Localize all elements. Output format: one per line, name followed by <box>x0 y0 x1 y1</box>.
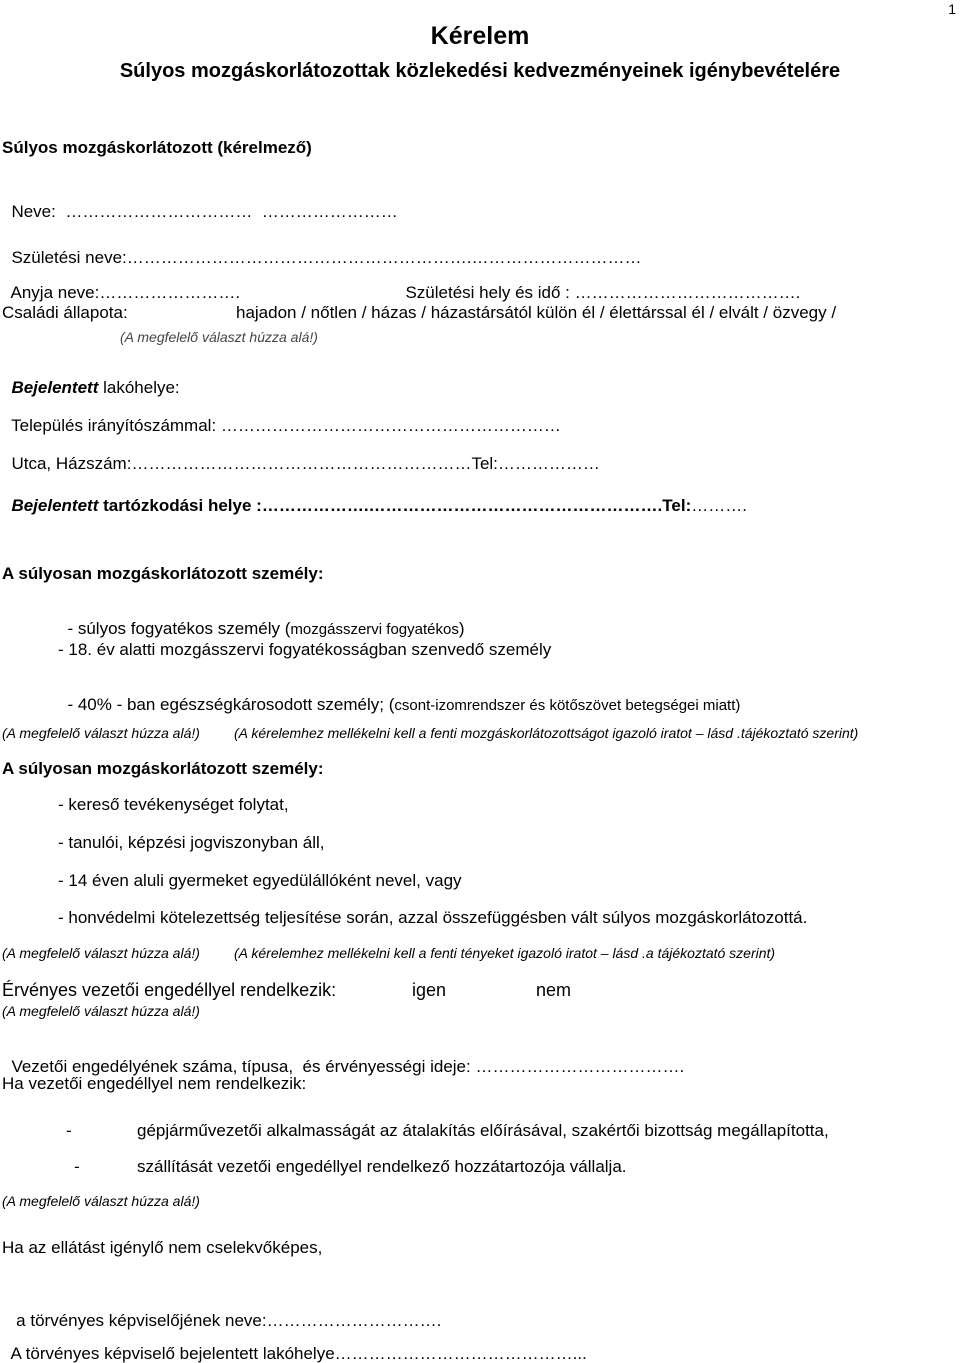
stay-row <box>2 480 747 514</box>
license-no-option[interactable]: nem <box>536 980 572 1000</box>
marital-options[interactable]: hajadon / nőtlen / házas / házastársától külön él / élettárssal él / elvált / özvegy / <box>236 303 837 322</box>
stay-heading-rest: tartózkodási helye <box>98 496 252 515</box>
section1-item-1-main: - súlyos fogyatékos személy ( <box>67 619 291 638</box>
section2-note-right: (A kérelemhez mellékelni kell a fenti tényeket igazoló iratot – lásd .a tájékoztató szerint) <box>234 945 776 961</box>
section1-item-2[interactable]: - 18. év alatti mozgásszervi fogyatékosságban szenvedő személy <box>58 640 552 659</box>
representative-address-row <box>2 1328 587 1362</box>
page-title: Kérelem <box>430 22 530 50</box>
city-dots[interactable]: …………………………………………………… <box>216 416 561 435</box>
residence-heading <box>2 362 180 396</box>
stay-tel-label: Tel: <box>662 496 692 515</box>
marital-note: (A megfelelő választ húzza alá!) <box>120 329 318 345</box>
representative-name-dots[interactable]: …………………………. <box>266 1311 442 1330</box>
residence-tel-label: Tel: <box>471 454 498 473</box>
option-2-text[interactable]: szállítását vezetői engedéllyel rendelkező hozzátartozója vállalja. <box>137 1157 627 1176</box>
section1-item-3-main: - 40% - ban egészségkárosodott személy; ( <box>67 695 395 714</box>
birth-name-row <box>2 232 641 266</box>
mother-name-row <box>2 267 240 301</box>
option-2-dash: - <box>74 1157 80 1176</box>
section1-item-3[interactable] <box>58 679 740 713</box>
city-label: Település irányítószámmal: <box>11 416 217 435</box>
street-row <box>2 438 600 472</box>
options-note: (A megfelelő választ húzza alá!) <box>2 1193 200 1209</box>
section1-item-3-small: csont-izomrendszer és kötőszövet betegségei miatt) <box>394 697 741 714</box>
city-row <box>2 400 561 434</box>
mother-name-dots[interactable]: ……………………. <box>99 283 241 302</box>
residence-tel-dots[interactable]: ……………… <box>497 454 600 473</box>
license-question: Érvényes vezetői engedéllyel rendelkezik: <box>2 980 337 1000</box>
representative-name-row <box>2 1295 441 1329</box>
section2-item-3[interactable]: - 14 éven aluli gyermeket egyedülállóként nevel, vagy <box>58 871 462 890</box>
license-number-dots[interactable]: ………………………………. <box>470 1057 685 1076</box>
birthplace-row <box>396 267 800 301</box>
residence-heading-bold: Bejelentett <box>11 378 99 397</box>
birth-name-label: Születési neve: <box>11 248 127 267</box>
option-1-dash: - <box>66 1121 72 1140</box>
street-dots[interactable]: …………………………………………………… <box>131 454 472 473</box>
page-subtitle: Súlyos mozgáskorlátozottak közlekedési kedvezményeinek igénybevételére <box>119 60 841 82</box>
license-yes-option[interactable]: igen <box>412 980 447 1000</box>
section1-note-right: (A kérelemhez mellékelni kell a fenti mozgáskorlátozottságot igazoló iratot – lásd .tájékoztató szerint) <box>234 725 859 741</box>
street-label: Utca, Házszám: <box>11 454 132 473</box>
license-number-row <box>2 1041 684 1075</box>
option-1-text[interactable]: gépjárművezetői alkalmasságát az átalakítás előírásával, szakértői bizottság megállapította, <box>137 1121 829 1140</box>
section2-item-2[interactable]: - tanulói, képzési jogviszonyban áll, <box>58 833 325 852</box>
name-label: Neve: <box>11 202 56 221</box>
stay-dots[interactable]: :……………….……………………………………………. <box>251 496 663 515</box>
representative-name-label: a törvényes képviselőjének neve: <box>11 1311 267 1330</box>
applicant-heading: Súlyos mozgáskorlátozott (kérelmező) <box>2 138 312 157</box>
section1-heading: A súlyosan mozgáskorlátozott személy: <box>2 564 324 583</box>
stay-heading-bold: Bejelentett <box>11 496 99 515</box>
no-license-label: Ha vezetői engedéllyel nem rendelkezik: <box>2 1074 307 1093</box>
representative-intro: Ha az ellátást igénylő nem cselekvőképes, <box>2 1238 323 1257</box>
birthplace-dots[interactable]: …………………………………. <box>569 283 801 302</box>
section2-heading: A súlyosan mozgáskorlátozott személy: <box>2 759 324 778</box>
section1-note-left: (A megfelelő választ húzza alá!) <box>2 725 200 741</box>
marital-label: Családi állapota: <box>2 303 128 322</box>
page-number: 1 <box>948 1 956 17</box>
name-dots[interactable]: …………………………… …………………… <box>55 202 398 221</box>
mother-name-label: Anyja neve: <box>10 283 100 302</box>
representative-address-label: A törvényes képviselő bejelentett lakóhelye <box>10 1344 335 1363</box>
residence-heading-rest: lakóhelye: <box>98 378 180 397</box>
section2-note-left: (A megfelelő választ húzza alá!) <box>2 945 200 961</box>
section1-item-1[interactable] <box>58 603 465 637</box>
license-number-label: Vezetői engedélyének száma, típusa, és érvényességi ideje: <box>11 1057 471 1076</box>
license-note: (A megfelelő választ húzza alá!) <box>2 1003 200 1019</box>
section2-item-4[interactable]: - honvédelmi kötelezettség teljesítése során, azzal összefüggésben vált súlyos mozgáskorlátozottá. <box>58 908 808 927</box>
section1-item-1-end: ) <box>458 619 465 638</box>
stay-tel-dots[interactable]: ………. <box>691 496 747 515</box>
section1-item-1-small: mozgásszervi fogyatékos <box>290 621 459 638</box>
birth-name-dots[interactable]: …………………………………………………….………………………… <box>126 248 642 267</box>
birthplace-label: Születési hely és idő : <box>405 283 570 302</box>
name-row <box>2 186 398 220</box>
section2-item-1[interactable]: - kereső tevékenységet folytat, <box>58 795 289 814</box>
representative-address-dots[interactable]: ……………………………………... <box>334 1344 587 1363</box>
